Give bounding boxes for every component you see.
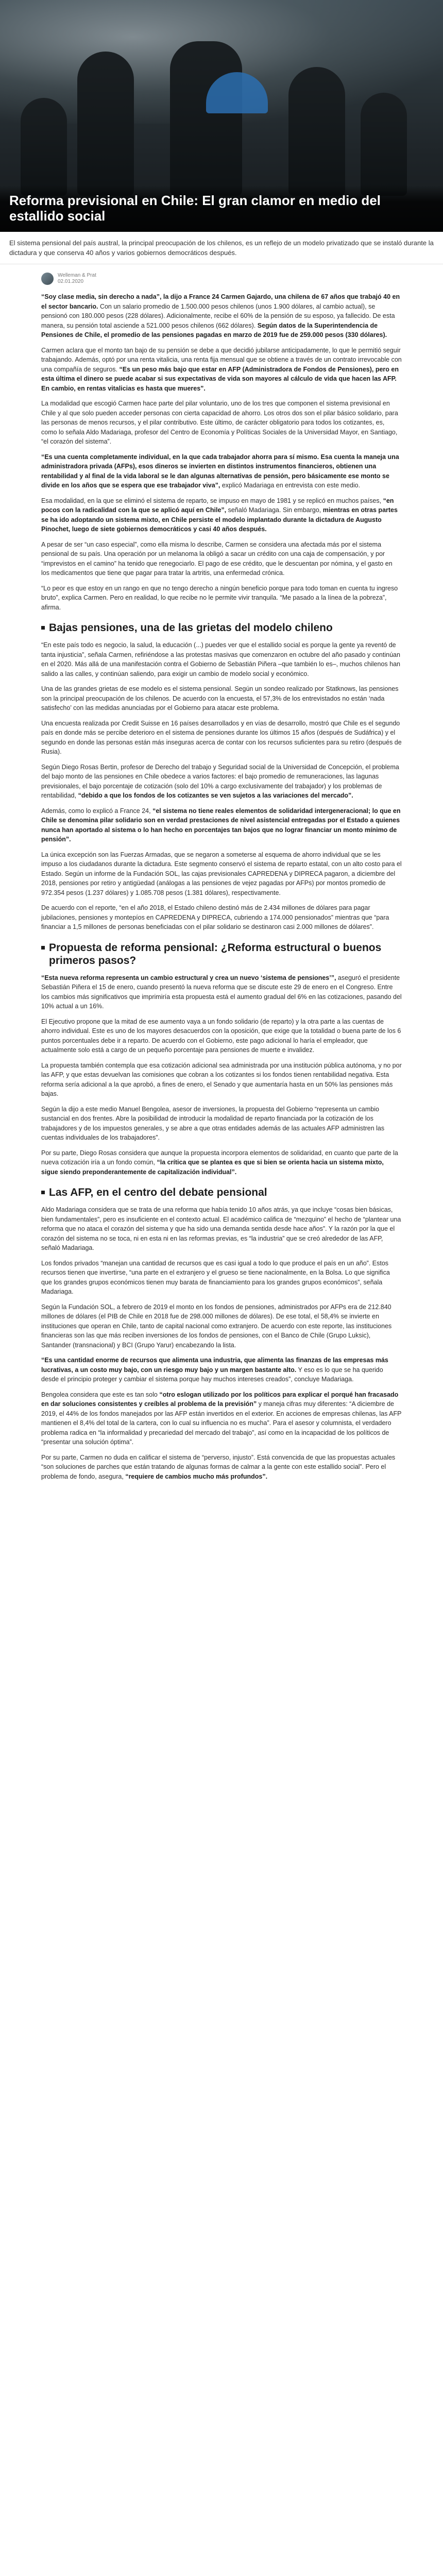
article-paragraph xyxy=(41,640,402,679)
paragraph-text: Y eso es lo que se ha querido desde el principio proteger y cambiar el sistema porque hay muchos intereses creados”, concluye Madariaga. xyxy=(41,1366,383,1383)
byline xyxy=(41,273,402,285)
article-paragraph xyxy=(41,292,402,340)
paragraph-emphasis: “Es una cantidad enorme de recursos que alimenta una industria, que alimenta las finanzas de las empresas más lucrativas, a un costo muy bajo, con un riesgo muy bajo y un margen bastante alto. xyxy=(41,1357,388,1374)
paragraph-emphasis: “Soy clase media, sin derecho a nada”, la dijo a France 24 Carmen Gajardo, una chilena de 67 años que trabajó 40 en el sector bancario. xyxy=(41,293,400,310)
article-title: Reforma previsional en Chile: El gran clamor en medio del estallido social xyxy=(9,193,381,224)
paragraph-text: La propuesta también contempla que esa cotización adicional sea administrada por una institución pública autónoma, y no por las AFP, y que estas devuelvan las comisiones que cobran a los cotizantes si los fondos tienen rentabilidad negativa. Esta reforma sería adicional a la que aprobó, a fines de enero, el Senado y que aumentaría hasta en un 50% las pensiones más bajas. xyxy=(41,1061,402,1097)
hero-protester xyxy=(170,41,242,196)
section-heading-text: Bajas pensiones, una de las grietas del modelo chileno xyxy=(49,622,333,634)
paragraph-emphasis: “requiere de cambios mucho más profundos”. xyxy=(125,1472,268,1480)
paragraph-emphasis: “Es un peso más bajo que estar en AFP (Administradora de Fondos de Pensiones), pero en esta última el dinero se puede acabar si sus expectativas de vida son mayores al cálculo de vida que hacen las AFP. En cambio, en rentas vitalicias es hasta que mueres”. xyxy=(41,365,399,392)
article-paragraph xyxy=(41,684,402,713)
article-paragraph xyxy=(41,850,402,898)
publish-date: 02.01.2020 xyxy=(58,279,84,284)
paragraph-text: Según la Fundación SOL, a febrero de 2019 el monto en los fondos de pensiones, administrados por AFPs era de 212.840 millones de dólares (el PIB de Chile en 2018 fue de 298.000 millones de dólares). De ese total, el 58,4% se invierte en instituciones que operan en Chile, tanto de capital nacional como extranjero. De acuerdo con este reporte, las instituciones financieras son las que más reciben inversiones de los fondos de pensiones, con el Banco de Chile (Grupo Luksic), Santander (transnacional) y BCI (Grupo Yarur) encabezando la lista. xyxy=(41,1303,392,1349)
article-paragraph xyxy=(41,452,402,490)
paragraph-text: y maneja cifras muy diferentes: “A diciembre de 2019, el 44% de los fondos manejados por las AFP están invertidos en el exterior. En acciones de empresas chilenas, las AFP mantienen el 8,4% del total de la cartera, con lo cual su influencia no es mucha”. Para el asesor y columnista, el verdadero problema radica en “la informalidad y precariedad del mercado del trabajo”, así como en la incapacidad de los políticos de “presentar una solución óptima”. xyxy=(41,1400,402,1446)
section-heading-text: Propuesta de reforma pensional: ¿Reforma estructural o buenos primeros pasos? xyxy=(49,941,382,967)
paragraph-emphasis: “debido a que los fondos de los cotizantes se ven sujetos a las variaciones del mercado”. xyxy=(78,792,353,799)
heading-bullet-icon xyxy=(41,626,45,630)
hero-image xyxy=(0,0,443,232)
paragraph-text: La modalidad que escogió Carmen hace parte del pilar voluntario, uno de los tres que componen el sistema previsional en Chile y al que solo pueden acceder personas con cierta capacidad de ahorro. Los otros dos son el pilar básico solidario, para las personas de menos recursos, y el pilar contributivo. Este último, de carácter obligatorio para todos los cotizantes, es, como lo señala Aldo Madariaga, profesor del Centro de Economía y Políticas Sociales de la Universidad Mayor, en Santiago, “el corazón del sistema”. xyxy=(41,400,398,445)
article-paragraph xyxy=(41,903,402,932)
article-paragraph xyxy=(41,1302,402,1350)
paragraph-emphasis: Según datos de la Superintendencia de Pensiones de Chile, el promedio de las pensiones pagadas en marzo de 2019 fue de 259.000 pesos (330 dólares). xyxy=(41,321,387,338)
article-paragraph xyxy=(41,399,402,447)
paragraph-text: “En este país todo es negocio, la salud, la educación (...) puedes ver que el estallido social es porque la gente ya reventó de tanta injusticia”, señala Carmen, refiriéndose a las protestas masivas que comenzaron en octubre del año pasado y continúan en el 2020. Más allá de una manifestación contra el Gobierno de Sebastián Piñera –que también lo es–, muchos chilenos han salido a las calles, y continúan saliendo, para exigir un cambio de modelo social y económico. xyxy=(41,641,400,677)
section-low-pensions xyxy=(41,640,402,932)
paragraph-text: Carmen aclara que el monto tan bajo de su pensión se debe a que decidió jubilarse anticipadamente, lo que le permitió seguir trabajando. Además, optó por una renta vitalicia, una renta fija mensual que se obtiene a través de un contrato irrevocable con una compañía de seguros. xyxy=(41,346,402,373)
paragraph-text: Los fondos privados “manejan una cantidad de recursos que es casi igual a todo lo que produce el país en un año”. Estos recursos tienen que invertirse, “una parte en el extranjero y el grueso se tiene nacionalmente, en la Bolsa. Lo que significa que los grandes grupos económicos tienen muy barata de financiamiento para los grandes grupos económicos”, señala Madariaga. xyxy=(41,1259,390,1295)
section-heading xyxy=(41,1186,402,1199)
article-paragraph xyxy=(41,1105,402,1143)
article-paragraph xyxy=(41,584,402,613)
article-paragraph xyxy=(41,806,402,844)
paragraph-text: Además, como lo explicó a France 24, xyxy=(41,807,153,815)
paragraph-text: El Ejecutivo propone que la mitad de ese aumento vaya a un fondo solidario (de reparto) y la otra parte a las cuentas de ahorro individual. Este es uno de los mayores desacuerdos con la oposición, que exige que la totalidad o buena parte de los 6 puntos porcentuales debe ir a reparto. De acuerdo con el Gobierno, este pago adicional lo haría el empleador, que actualmente solo está a cargo de un pequeño porcentaje para pensiones de muerte e invalidez. xyxy=(41,1018,401,1054)
article-paragraph xyxy=(41,1148,402,1177)
hero-protester xyxy=(21,98,67,196)
author-name: Welleman & Prat xyxy=(58,273,96,278)
paragraph-emphasis: “Esta nueva reforma representa un cambio estructural y crea un nuevo ‘sistema de pensiones’”, xyxy=(41,974,336,981)
section-intro xyxy=(41,292,402,612)
author-avatar xyxy=(41,273,54,285)
paragraph-text: Aldo Madariaga considera que se trata de una reforma que había tenido 10 años atrás, ya que incluye “cosas bien básicas, bien fundamentales”, pero es insuficiente en el contexto actual. El académico califica de “mezquino” el hecho de “plantear una reforma que no ataca el corazón del sistema y que ha sido una demanda sentida desde hace años”. Y la razón por la que el corazón del sistema no se toca, ni en esta ni en las reformas previas, es “la industria” que se creó alrededor de las AFP, señaló Madariaga. xyxy=(41,1206,401,1251)
hero-protester xyxy=(288,67,345,196)
heading-bullet-icon xyxy=(41,946,45,950)
article-paragraph xyxy=(41,346,402,394)
article-paragraph xyxy=(41,1017,402,1055)
paragraph-text: A pesar de ser “un caso especial”, como ella misma lo describe, Carmen se considera una afectada más por el sistema pensional de su país. Una operación por un melanoma la obligó a sacar un crédito con una caja de compensación, y por “imprevistos en el camino” ha tenido que renegociarlo. El pago de ese crédito, que le descuentan por nómina, y el gasto en los medicamentos que tiene que pagar para tratar la artritis, una enfermedad crónica. xyxy=(41,540,393,577)
paragraph-emphasis: “en pocos con la radicalidad con la que se aplicó aquí en Chile”, xyxy=(41,497,394,514)
paragraph-text: “Lo peor es que estoy en un rango en que no tengo derecho a ningún beneficio porque para todo toman en cuenta tu ingreso bruto”, explica Carmen. Pero en realidad, lo que recibe no le permite vivir tranquila. “Me pasado a la línea de la pobreza”, afirma. xyxy=(41,584,398,611)
paragraph-text: Por su parte, Diego Rosas considera que aunque la propuesta incorpora elementos de solidaridad, en cuanto que parte de la nueva cotización iría a un fondo común, xyxy=(41,1149,398,1166)
paragraph-text: aseguró el presidente Sebastián Piñera el 15 de enero, cuando presentó la nueva reforma que se discute este 29 de enero en el Congreso. Entre los cambios más significativos que imprimiría esta propuesta está el aumento gradual del 6% en las cotizaciones, pasando del 10% actual a un 16%. xyxy=(41,974,402,1010)
hero-protester xyxy=(361,93,407,196)
paragraph-text: Bengolea considera que este es tan solo xyxy=(41,1391,160,1398)
paragraph-emphasis: mientras en otras partes se ha ido adoptando un sistema mixto, en Chile persiste el modelo implantado durante la dictadura de Augusto Pinochet, luego de siete gobiernos democráticos y casi 40 años después. xyxy=(41,506,398,533)
section-heading xyxy=(41,621,402,634)
hero-protester xyxy=(77,52,134,196)
article-paragraph xyxy=(41,540,402,578)
article-body xyxy=(41,264,402,1502)
hero-caption xyxy=(0,185,443,232)
paragraph-emphasis: “la crítica que se plantea es que si bien se orienta hacia un sistema mixto, sigue siendo preponderantemente de capitalización individual”. xyxy=(41,1159,384,1176)
article-paragraph xyxy=(41,973,402,1011)
article-paragraph xyxy=(41,762,402,801)
paragraph-emphasis: “Es una cuenta completamente individual, en la que cada trabajador ahorra para sí mismo. Esa cuenta la maneja una administradora privada (AFPs), esos dineros se invierten en distintos instrumentos financieros, obtienen una rentabilidad y al final de la vida laboral se le dan algunas alternativas de pensión, pero básicamente ese monto se divide en los años que se espera que ese trabajador viva”, xyxy=(41,453,399,489)
paragraph-text: explicó Madariaga en entrevista con este medio. xyxy=(220,482,361,489)
paragraph-text: La única excepción son las Fuerzas Armadas, que se negaron a someterse al esquema de ahorro individual que se les impuso a los ciudadanos durante la dictadura. Este segmento conservó el sistema de reparto estatal, con un alto costo para el Estado. Según un informe de la Fundación SOL, las cajas previsionales CAPREDENA y DIPRECA pagaron, a diciembre del 2018, pensiones por retiro y antigüedad (análogas a las pensiones de vejez pagadas por AFPs) por montos promedio de 972.354 pesos (1.237 dólares) y 1.085.708 pesos (1.381 dólares), respectivamente. xyxy=(41,851,402,896)
paragraph-text: De acuerdo con el reporte, “en el año 2018, el Estado chileno destinó más de 2.434 millones de dólares para pagar jubilaciones, pensiones y montepíos en CAPREDENA y DIPRECA, cubriendo a 174.000 pensionados” mientras que “para financiar a 1,5 millones de personas beneficiadas con el pilar solidario se destinaron casi 2.000 millones de dólares”. xyxy=(41,904,389,930)
paragraph-emphasis: “el sistema no tiene reales elementos de solidaridad intergeneracional; lo que en Chile se denomina pilar solidario son en verdad prestaciones de nivel asistencial entregadas por el Estado a quienes nunca han aportado al sistema o lo han hecho en porcentajes tan bajos que no lograr financiar un monto mínimo de pensión”. xyxy=(41,807,401,843)
paragraph-text: Por su parte, Carmen no duda en calificar el sistema de “perverso, injusto”. Está convencida de que las propuestas actuales “son soluciones de parches que están tratando de algunas formas de calmar a la gente con este estallido social”. Pero el problema de fondo, asegura, xyxy=(41,1453,396,1480)
paragraph-emphasis: “otro eslogan utilizado por los políticos para explicar el porqué han fracasado en dar soluciones consistentes y creíbles al problema de la previsión” xyxy=(41,1391,399,1408)
article-paragraph xyxy=(41,496,402,534)
section-afp-debate xyxy=(41,1205,402,1481)
paragraph-text: Según Diego Rosas Bertin, profesor de Derecho del trabajo y Seguridad social de la Universidad de Concepción, el problema del bajo monto de las pensiones en Chile obedece a varios factores: el bajo promedio de remuneraciones, las lagunas previsionales, el bajo porcentaje de cotización (solo del 10% a cargo exclusivamente del trabajador) y los problemas de rentabilidad, xyxy=(41,763,399,799)
article-paragraph xyxy=(41,1453,402,1482)
article-lead: El sistema pensional del país austral, la principal preocupación de los chilenos, es un reflejo de un modelo privatizado que se instaló durante la dictadura y que conserva 40 años y varios gobiernos democráticos después. xyxy=(0,232,443,264)
paragraph-text: Esa modalidad, en la que se eliminó el sistema de reparto, se impuso en mayo de 1981 y se replicó en muchos países, xyxy=(41,497,383,504)
article-paragraph xyxy=(41,1205,402,1253)
section-heading xyxy=(41,941,402,967)
paragraph-text: Una de las grandes grietas de ese modelo es el sistema pensional. Según un sondeo realizado por Statknows, las pensiones son la principal preocupación de los chilenos. De acuerdo con la encuesta, el 57,3% de los entrevistados no están ‘nada satisfecho’ con las medidas anunciadas por el Gobierno para atacar este problema. xyxy=(41,685,399,711)
paragraph-text: Según la dijo a este medio Manuel Bengolea, asesor de inversiones, la propuesta del Gobierno “representa un cambio sustancial en dos frentes. Abre la posibilidad de introducir la modalidad de reparto financiada por la cotización de los trabajadores y de los impuestos generales, y se abre a que otras entidades además de las actuales AFP administren las cuentas individuales de los trabajadores”. xyxy=(41,1105,385,1141)
section-reform-proposal xyxy=(41,973,402,1177)
article-paragraph xyxy=(41,1061,402,1099)
paragraph-text: señaló Madariaga. Sin embargo, xyxy=(226,506,323,514)
article-paragraph xyxy=(41,719,402,757)
article-paragraph xyxy=(41,1355,402,1384)
paragraph-text: Una encuesta realizada por Credit Suisse en 16 países desarrollados y en vías de desarrollo, mostró que Chile es el segundo país en donde más se percibe deterioro en el sistema de pensiones durante los últimos 15 años (después de Sudáfrica) y el segundo en donde las personas están más inseguras acerca de contar con los recursos suficientes para su retiro (después de Rusia). xyxy=(41,719,402,755)
article-paragraph xyxy=(41,1259,402,1297)
paragraph-text: Con un salario promedio de 1.500.000 pesos chilenos (unos 1.900 dólares, al cambio actual), se pensionó con 180.000 pesos (228 dólares). Adicionalmente, recibe el 60% de la pensión de su esposo, ya fallecido. De esta manera, su pensión total asciende a 521.000 pesos chilenos (662 dólares). xyxy=(41,302,395,329)
heading-bullet-icon xyxy=(41,1191,45,1194)
article-paragraph xyxy=(41,1390,402,1447)
section-heading-text: Las AFP, en el centro del debate pensional xyxy=(49,1187,267,1198)
